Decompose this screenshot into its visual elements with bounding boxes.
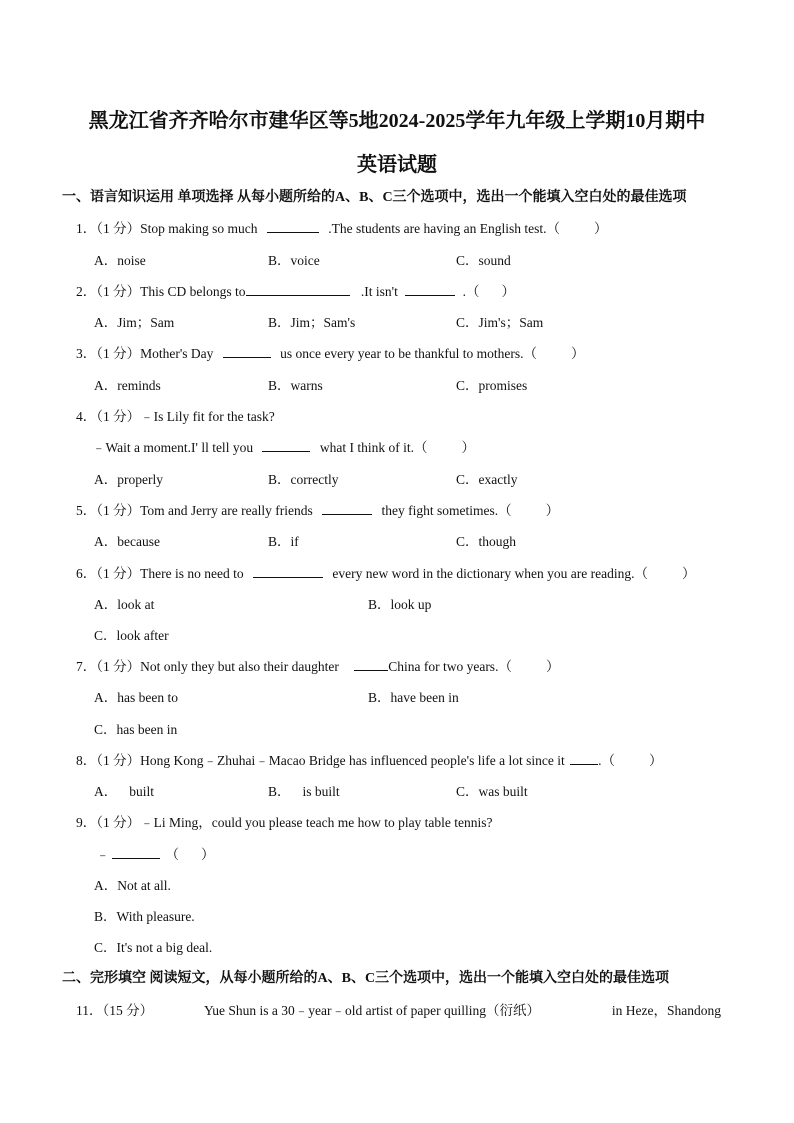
option-a: A．reminds bbox=[94, 378, 161, 393]
answer-blank bbox=[405, 283, 455, 296]
question-text: every new word in the dictionary when you are reading.（ bbox=[332, 566, 648, 581]
question-9-reply bbox=[96, 843, 215, 863]
question-1 bbox=[76, 217, 607, 237]
question-7 bbox=[76, 655, 559, 675]
question-text: .（ bbox=[462, 284, 480, 299]
option-c: C．It's not a big deal. bbox=[94, 940, 213, 955]
option-c: C．has been in bbox=[94, 722, 178, 737]
option-a: A．noise bbox=[94, 253, 146, 268]
option-c: C．sound bbox=[456, 253, 511, 268]
option-c: C．Jim's；Sam bbox=[456, 315, 544, 330]
question-text: 2．（1 分）This CD belongs to bbox=[76, 284, 246, 299]
answer-blank bbox=[246, 283, 350, 296]
answer-blank bbox=[112, 846, 160, 859]
question-text: they fight sometimes.（ bbox=[381, 503, 512, 518]
question-4: 4．（1 分）﹣Is Lily fit for the task? bbox=[76, 409, 275, 424]
question-text: ﹣Wait a moment.I' ll tell you bbox=[92, 440, 254, 455]
option-c: C．exactly bbox=[456, 472, 518, 487]
option-a bbox=[94, 780, 154, 800]
option-text: is built bbox=[302, 784, 340, 799]
option-b: B．Jim；Sam's bbox=[268, 315, 356, 330]
paren-open: （ bbox=[165, 847, 179, 862]
answer-blank bbox=[223, 345, 271, 358]
option-b: B．warns bbox=[268, 378, 323, 393]
question-text: 7．（1 分）Not only they but also their daughter bbox=[76, 659, 339, 674]
question-2 bbox=[76, 280, 515, 300]
option-letter: A． bbox=[94, 784, 118, 799]
option-c: C．was built bbox=[456, 784, 528, 799]
option-c: C．though bbox=[456, 534, 517, 549]
option-a: A．Jim；Sam bbox=[94, 315, 175, 330]
answer-blank bbox=[262, 439, 310, 452]
option-b: B．With pleasure. bbox=[94, 909, 195, 924]
question-text: what I think of it.（ bbox=[319, 440, 428, 455]
question-6 bbox=[76, 562, 696, 582]
paren-close: ） bbox=[648, 753, 663, 768]
question-text: 1．（1 分）Stop making so much bbox=[76, 221, 258, 236]
option-a: A．Not at all. bbox=[94, 878, 171, 893]
paren-close: ） bbox=[570, 346, 585, 361]
paren-close: ） bbox=[682, 566, 696, 581]
question-text: 3．（1 分）Mother's Day bbox=[76, 346, 214, 361]
option-b bbox=[268, 780, 340, 800]
paren-close: ） bbox=[545, 503, 560, 518]
paren-close: ） bbox=[501, 284, 515, 299]
option-b: B．correctly bbox=[268, 472, 339, 487]
page-title: 黑龙江省齐齐哈尔市建华区等5地2024-2025学年九年级上学期10月期中 bbox=[88, 110, 706, 132]
question-text: .（ bbox=[598, 753, 615, 768]
paren-close: ） bbox=[593, 221, 608, 236]
section-2-heading: 二、完形填空 阅读短文，从每小题所给的A、B、C三个选项中，选出一个能填入空白处的最佳选项 bbox=[62, 971, 670, 986]
question-text: us once every year to be thankful to mothers.（ bbox=[280, 346, 537, 361]
paren-close: ） bbox=[461, 440, 475, 455]
paren-close: ） bbox=[201, 847, 215, 862]
question-5 bbox=[76, 499, 559, 519]
question-11 bbox=[76, 999, 721, 1019]
option-a: A．properly bbox=[94, 472, 163, 487]
option-a: A．has been to bbox=[94, 690, 178, 705]
question-8 bbox=[76, 749, 662, 769]
option-letter: B． bbox=[268, 784, 291, 799]
answer-blank bbox=[322, 502, 372, 515]
option-b: B．look up bbox=[368, 597, 432, 612]
option-c: C．promises bbox=[456, 378, 528, 393]
question-text: China for two years.（ bbox=[388, 659, 512, 674]
answer-blank bbox=[267, 220, 319, 233]
option-a: A．because bbox=[94, 534, 160, 549]
question-text: 5．（1 分）Tom and Jerry are really friends bbox=[76, 503, 313, 518]
page-subtitle: 英语试题 bbox=[357, 154, 437, 176]
option-b: B．have been in bbox=[368, 690, 459, 705]
passage-text: Yue Shun is a 30﹣year﹣old artist of paper quilling（衍纸） bbox=[204, 1003, 540, 1018]
question-text: .The students are having an English test.（ bbox=[328, 221, 560, 236]
option-b: B．voice bbox=[268, 253, 320, 268]
section-1-heading: 一、语言知识运用 单项选择 从每小题所给的A、B、C三个选项中，选出一个能填入空白处的最佳选项 bbox=[62, 190, 687, 205]
option-text: built bbox=[129, 784, 155, 799]
question-number: 11．（15 分） bbox=[76, 1003, 154, 1018]
option-c: C．look after bbox=[94, 628, 169, 643]
answer-blank bbox=[570, 752, 598, 765]
question-text: .It isn't bbox=[360, 284, 398, 299]
paren-close: ） bbox=[545, 659, 560, 674]
question-9: 9．（1 分）﹣Li Ming，could you please teach me how to play table tennis? bbox=[76, 815, 493, 830]
question-text: ﹣ bbox=[96, 847, 110, 862]
question-text: 6．（1 分）There is no need to bbox=[76, 566, 244, 581]
answer-blank bbox=[354, 658, 388, 671]
option-a: A．look at bbox=[94, 597, 155, 612]
passage-text: in Heze，Shandong bbox=[611, 1003, 721, 1018]
option-b: B．if bbox=[268, 534, 299, 549]
question-3 bbox=[76, 342, 584, 362]
question-text: 8．（1 分）Hong Kong﹣Zhuhai﹣Macao Bridge has influenced people's life a lot since it bbox=[76, 753, 565, 768]
answer-blank bbox=[253, 565, 323, 578]
question-4-reply bbox=[92, 436, 475, 456]
